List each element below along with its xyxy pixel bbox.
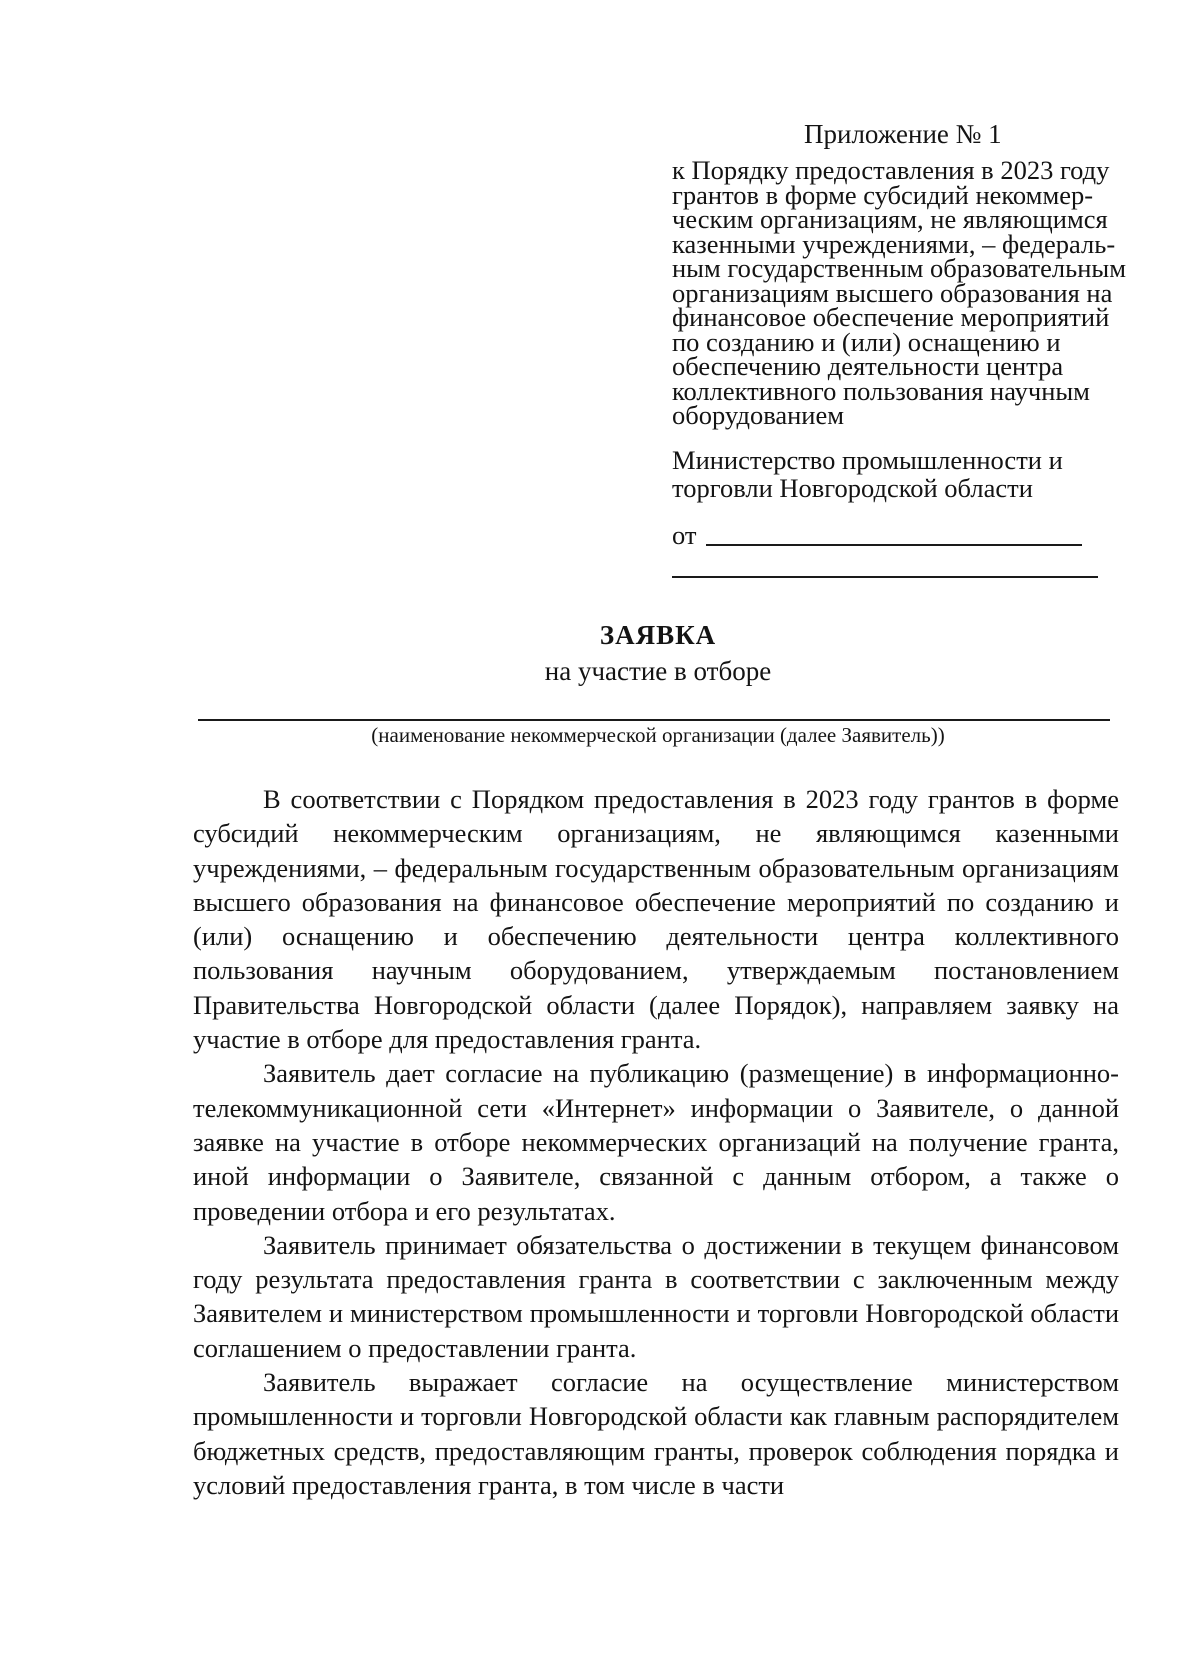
- appendix-line: финансовое обеспечение мероприятий: [672, 302, 1110, 332]
- organization-name-blank-line: [198, 719, 1110, 721]
- appendix-line: грантов в форме субсидий некоммер-: [672, 179, 1094, 210]
- document-subtitle: на участие в отборе: [544, 656, 772, 686]
- recipient-line: Министерство промышленности и: [672, 445, 1063, 475]
- from-blank-line: [706, 544, 1082, 546]
- body-paragraph: Заявитель принимает обязательства о достижении в текущем финансовом году результата предоставления гранта в соответствии с заключенным между Заявителем и министерством промышленности и торговли Новгородской области соглашением о предоставлении гранта.: [193, 1229, 1119, 1363]
- appendix-number: Приложение № 1: [804, 119, 1002, 149]
- appendix-line: обеспечению деятельности центра: [672, 351, 1064, 381]
- appendix-line: казенными учреждениями, – федераль-: [672, 228, 1116, 259]
- appendix-line: коллективного пользования научным: [672, 375, 1090, 406]
- recipient-line: торговли Новгородской области: [672, 473, 1033, 503]
- appendix-line: по созданию и (или) оснащению и: [672, 326, 1061, 357]
- document-title: ЗАЯВКА: [599, 620, 717, 650]
- from-field: [672, 520, 1092, 550]
- appendix-description: [672, 155, 1132, 430]
- appendix-line: ным государственным образовательным: [672, 253, 1126, 283]
- appendix-line: оборудованием: [672, 400, 845, 430]
- organization-name-caption: (наименование некоммерческой организации (далее Заявитель)): [371, 723, 945, 747]
- body-paragraph: Заявитель выражает согласие на осуществление министерством промышленности и торговли Новгородской области как главным распорядителем бюджетных средств, предоставляющим гранты, проверок соблюдения порядка и условий предоставления гранта, в том числе в части: [193, 1367, 1119, 1500]
- from-blank-line-second: [672, 576, 1098, 578]
- appendix-line: ческим организациям, не являющимся: [672, 204, 1108, 234]
- recipient-block: [672, 446, 1063, 502]
- body-paragraph: В соответствии с Порядком предоставления в 2023 году грантов в форме субсидий некоммерческим организациям, не являющимся казенными учреждениями, – федеральным государственным образовательным организациям высшего образования на финансовое обеспечение мероприятий по созданию и (или) оснащению и обеспечению деятельности центра коллективного пользования научным оборудованием, утверждаемым постановлением Правительства Новгородской области (далее Порядок), направляем заявку на участие в отборе для предоставления гранта.: [193, 784, 1119, 1055]
- document-body: [193, 782, 1119, 1502]
- body-paragraph: Заявитель дает согласие на публикацию (размещение) в информационно-телекоммуникационной сети «Интернет» информации о Заявителе, о данной заявке на участие в отборе некоммерческих организаций на получение гранта, иной информации о Заявителе, связанной с данным отбором, а также о проведении отбора и его результатах.: [193, 1058, 1119, 1226]
- from-label: от: [672, 520, 697, 550]
- appendix-line: организациям высшего образования на: [672, 277, 1113, 308]
- appendix-line: к Порядку предоставления в 2023 году: [672, 155, 1110, 185]
